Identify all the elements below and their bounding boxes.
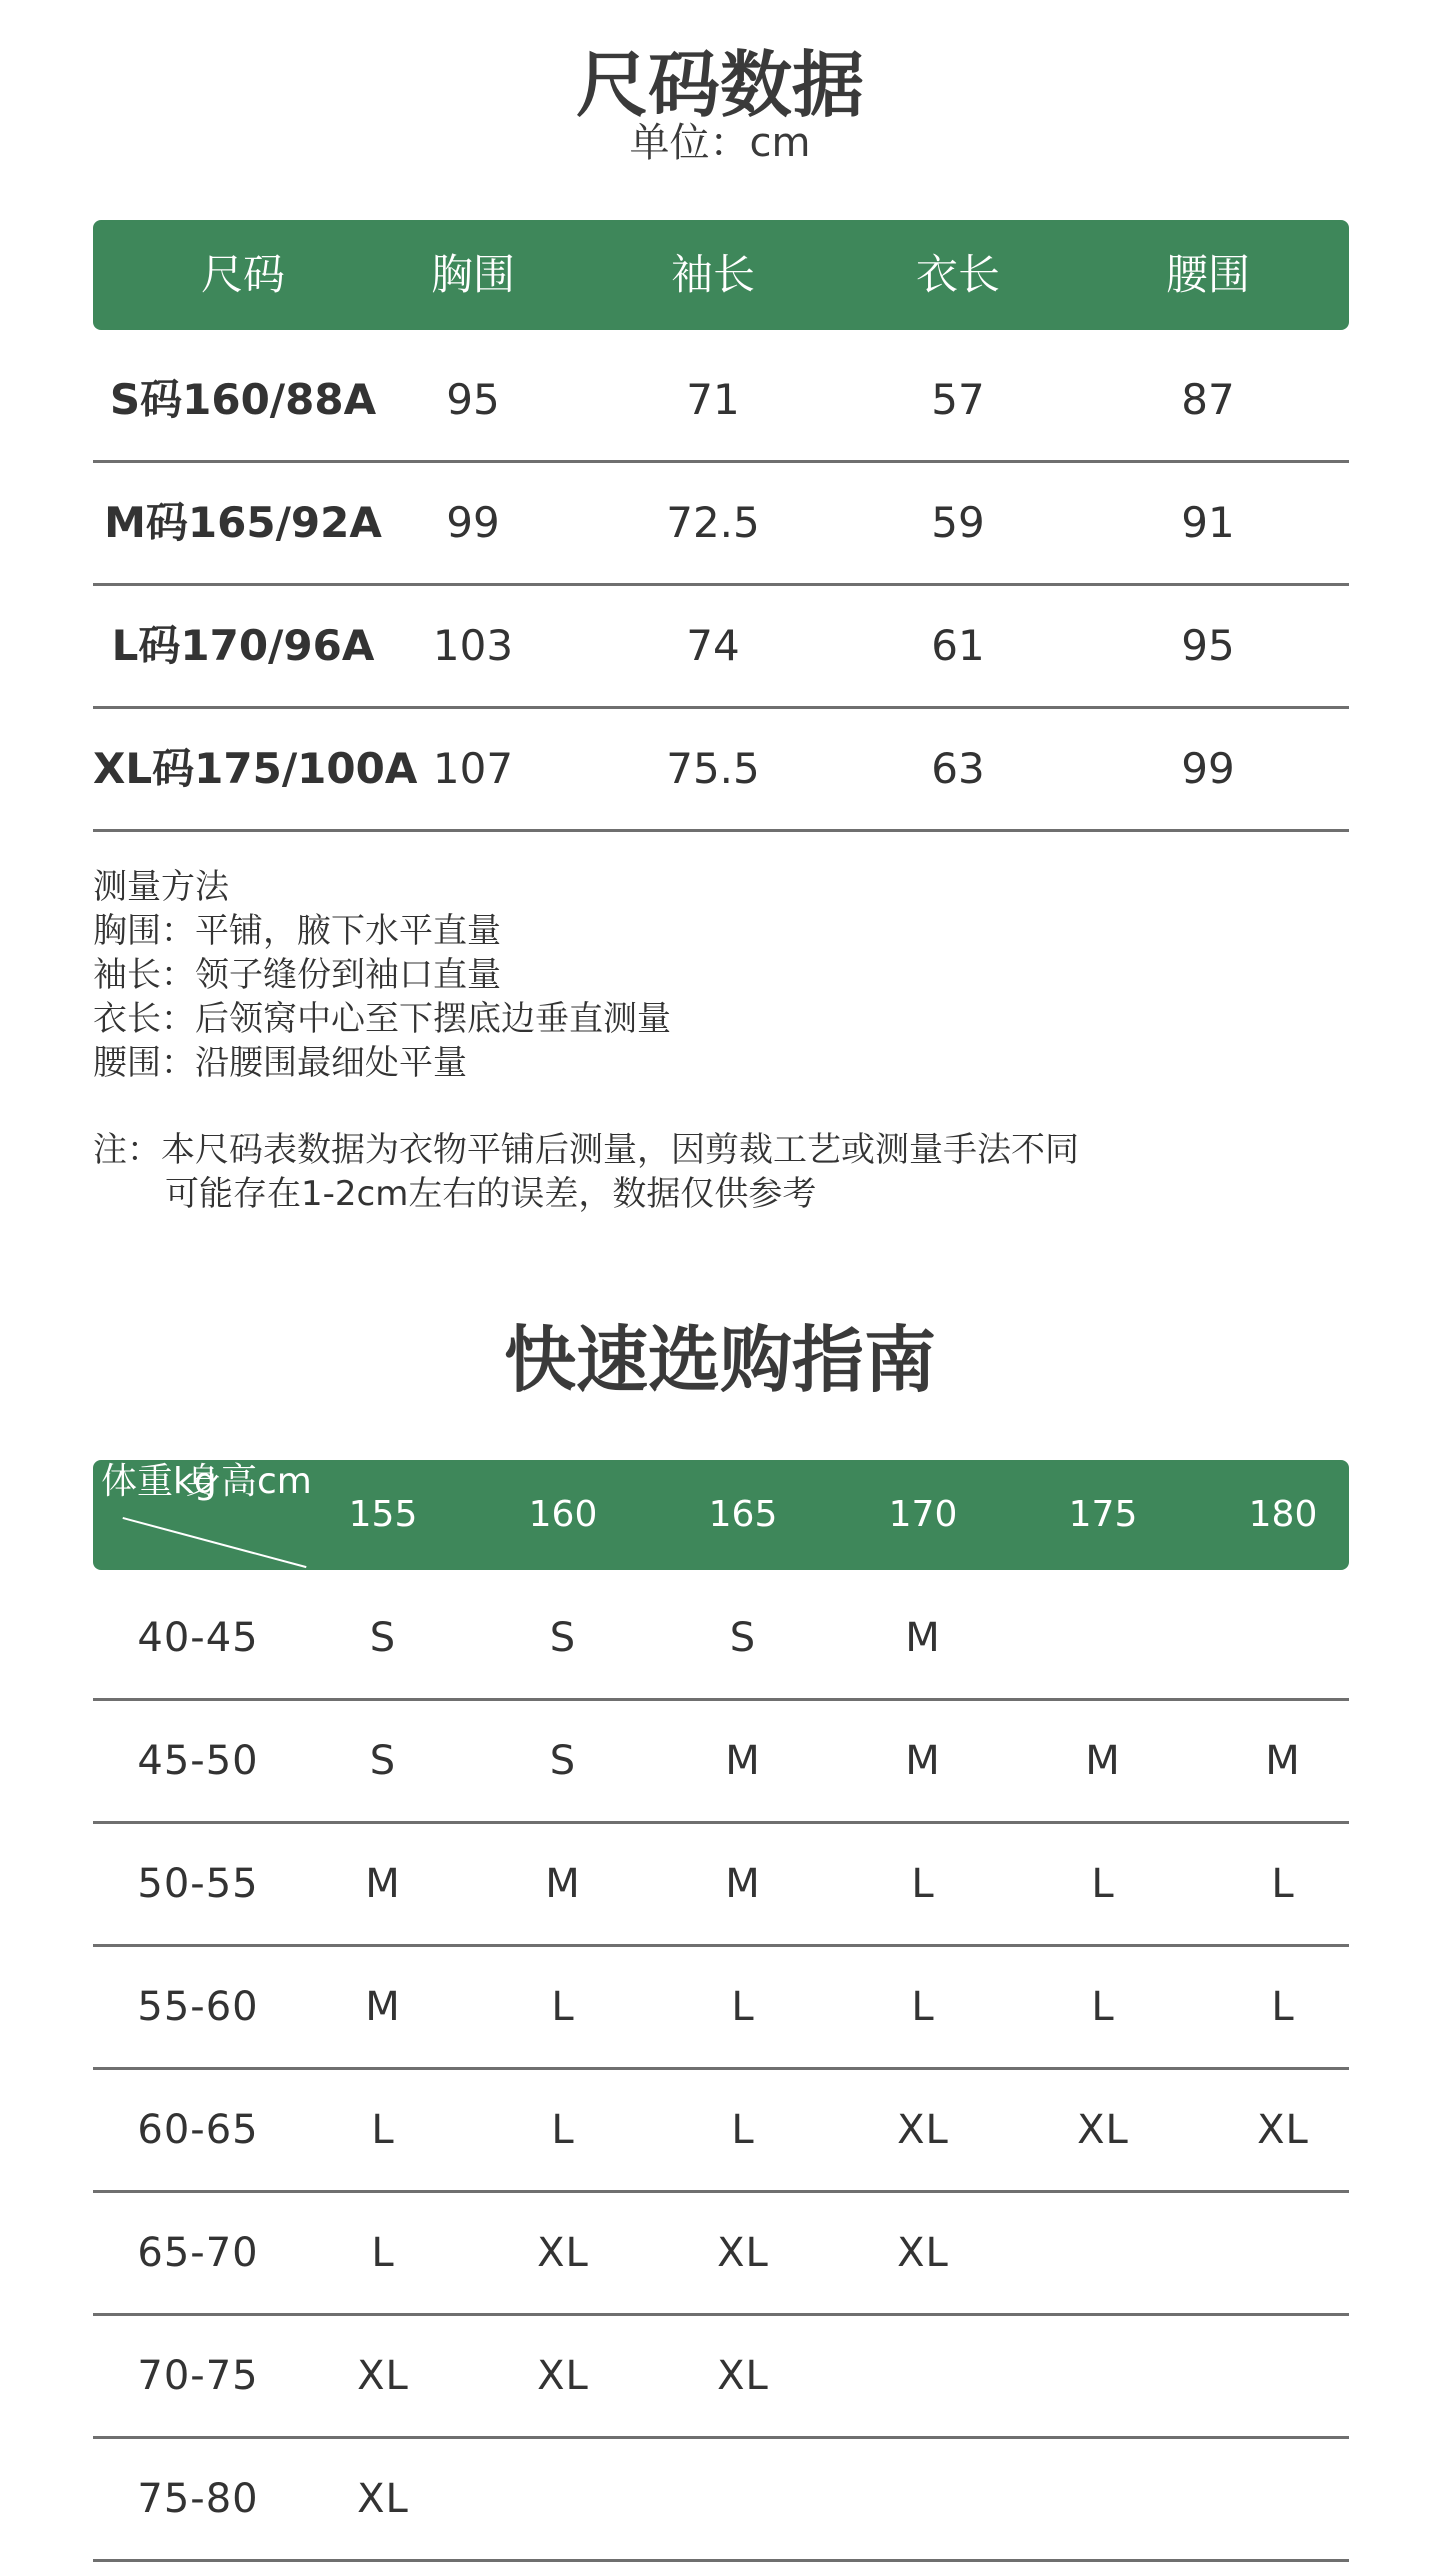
weight-range-cell: 75-80: [137, 2476, 259, 2522]
disclaimer-note: [93, 1128, 1079, 1216]
header-size: 尺码: [200, 250, 285, 299]
table-row: [93, 1701, 1349, 1824]
weight-range-cell: 50-55: [137, 1861, 259, 1907]
note-line: 可能存在1-2cm左右的误差，数据仅供参考: [165, 1174, 817, 1214]
value-cell: 74: [686, 621, 740, 670]
size-recommendation-cell: L: [731, 1984, 755, 2030]
guide-table-header: [93, 1460, 1349, 1570]
size-recommendation-cell: XL: [717, 2353, 769, 2399]
value-cell: 72.5: [666, 498, 760, 547]
size-recommendation-cell: M: [365, 1861, 401, 1907]
measurement-line: 腰围：沿腰围最细处平量: [93, 1043, 467, 1083]
size-recommendation-cell: L: [1271, 1861, 1295, 1907]
size-recommendation-cell: XL: [357, 2476, 409, 2522]
size-recommendation-cell: XL: [1077, 2107, 1129, 2153]
size-recommendation-cell: S: [729, 1615, 757, 1661]
weight-range-cell: 70-75: [137, 2353, 259, 2399]
table-row: [93, 2193, 1349, 2316]
size-table-header: [93, 220, 1349, 330]
table-row: [93, 709, 1349, 832]
measurement-title: 测量方法: [93, 867, 229, 907]
note-line: 注：本尺码表数据为衣物平铺后测量，因剪裁工艺或测量手法不同: [93, 1130, 1079, 1170]
weight-range-cell: 60-65: [137, 2107, 259, 2153]
table-row: [93, 1824, 1349, 1947]
size-recommendation-cell: M: [1265, 1738, 1301, 1784]
value-cell: 95: [446, 375, 500, 424]
size-recommendation-cell: S: [369, 1738, 397, 1784]
table-row: [93, 1578, 1349, 1701]
size-recommendation-cell: L: [551, 1984, 575, 2030]
height-header: 155: [348, 1494, 418, 1535]
size-recommendation-cell: L: [731, 2107, 755, 2153]
weight-range-cell: 55-60: [137, 1984, 259, 2030]
size-cell: XL码175/100A: [93, 744, 418, 793]
height-header: 160: [528, 1494, 598, 1535]
size-table: [93, 220, 1349, 820]
size-recommendation-cell: S: [369, 1615, 397, 1661]
table-row: [93, 340, 1349, 463]
size-cell: L码170/96A: [111, 621, 375, 670]
size-recommendation-cell: L: [911, 1861, 935, 1907]
size-recommendation-cell: XL: [717, 2230, 769, 2276]
size-recommendation-cell: M: [725, 1738, 761, 1784]
size-recommendation-cell: M: [1085, 1738, 1121, 1784]
value-cell: 75.5: [666, 744, 760, 793]
size-data-title: 尺码数据: [575, 43, 864, 127]
weight-label: 体重kg: [101, 1461, 217, 1502]
quick-guide-title: 快速选购指南: [503, 1318, 936, 1402]
height-header: 170: [888, 1494, 958, 1535]
size-recommendation-cell: XL: [1257, 2107, 1309, 2153]
size-recommendation-cell: XL: [537, 2230, 589, 2276]
size-recommendation-cell: S: [549, 1738, 577, 1784]
table-row: [93, 2070, 1349, 2193]
table-row: [93, 1947, 1349, 2070]
value-cell: 91: [1181, 498, 1235, 547]
height-header: 180: [1248, 1494, 1318, 1535]
value-cell: 95: [1181, 621, 1235, 670]
size-recommendation-cell: L: [1091, 1984, 1115, 2030]
value-cell: 107: [432, 744, 514, 793]
size-cell: S码160/88A: [109, 375, 377, 424]
size-recommendation-cell: XL: [357, 2353, 409, 2399]
value-cell: 59: [931, 498, 985, 547]
size-cell: M码165/92A: [104, 498, 382, 547]
value-cell: 63: [931, 744, 985, 793]
value-cell: 87: [1181, 375, 1235, 424]
diagonal-divider: [122, 1517, 306, 1568]
size-recommendation-cell: L: [551, 2107, 575, 2153]
size-recommendation-cell: L: [911, 1984, 935, 2030]
size-recommendation-cell: M: [905, 1615, 941, 1661]
size-recommendation-cell: XL: [897, 2230, 949, 2276]
measurement-method: [93, 865, 1353, 1085]
header-chest: 胸围: [430, 250, 515, 299]
height-header: 175: [1068, 1494, 1138, 1535]
header-length: 衣长: [915, 250, 1000, 299]
size-recommendation-cell: M: [545, 1861, 581, 1907]
table-row: [93, 2316, 1349, 2439]
size-recommendation-cell: L: [1271, 1984, 1295, 2030]
header-waist: 腰围: [1165, 250, 1250, 299]
size-recommendation-cell: M: [365, 1984, 401, 2030]
height-header: 165: [708, 1494, 778, 1535]
size-recommendation-cell: M: [905, 1738, 941, 1784]
weight-range-cell: 40-45: [137, 1615, 259, 1661]
size-recommendation-cell: XL: [897, 2107, 949, 2153]
header-sleeve: 袖长: [670, 250, 755, 299]
measurement-line: 袖长：领子缝份到袖口直量: [93, 955, 501, 995]
size-recommendation-cell: XL: [537, 2353, 589, 2399]
size-recommendation-cell: L: [371, 2107, 395, 2153]
measurement-line: 胸围：平铺，腋下水平直量: [93, 911, 501, 951]
size-recommendation-cell: S: [549, 1615, 577, 1661]
value-cell: 61: [931, 621, 985, 670]
size-recommendation-cell: M: [725, 1861, 761, 1907]
value-cell: 57: [931, 375, 985, 424]
weight-range-cell: 65-70: [137, 2230, 259, 2276]
table-row: [93, 463, 1349, 586]
height-label: 身高cm: [185, 1461, 312, 1502]
size-recommendation-cell: L: [1091, 1861, 1115, 1907]
value-cell: 99: [1181, 744, 1235, 793]
size-recommendation-cell: L: [371, 2230, 395, 2276]
weight-range-cell: 45-50: [137, 1738, 259, 1784]
value-cell: 99: [446, 498, 500, 547]
table-row: [93, 586, 1349, 709]
measurement-line: 衣长：后领窝中心至下摆底边垂直测量: [93, 999, 671, 1039]
value-cell: 103: [432, 621, 514, 670]
unit-label: 单位：cm: [629, 120, 811, 166]
value-cell: 71: [686, 375, 740, 424]
table-row: [93, 2439, 1349, 2562]
guide-table: [93, 1460, 1349, 2560]
